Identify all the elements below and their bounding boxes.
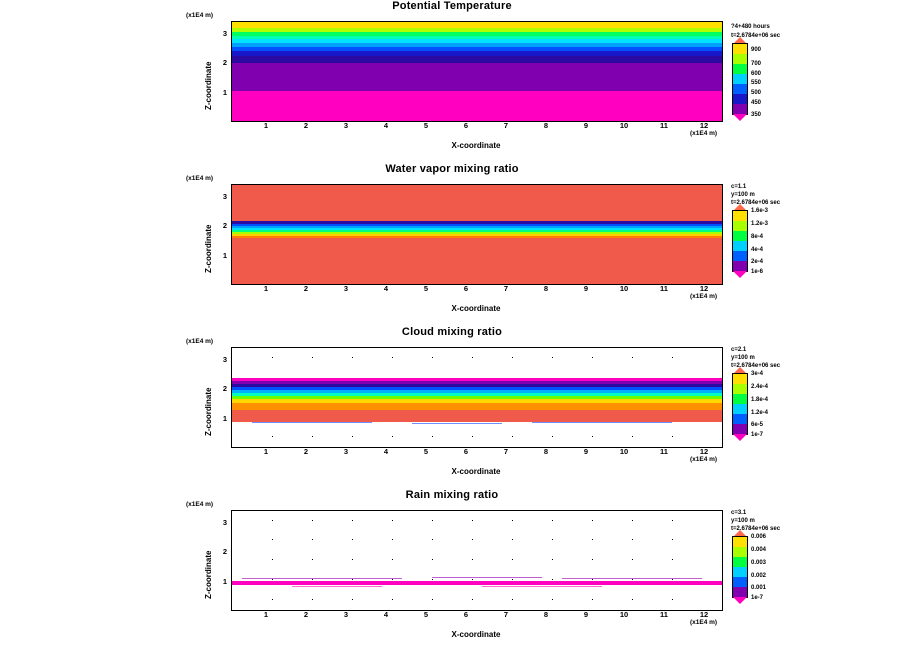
panel-potential-temperature	[0, 0, 904, 160]
x-tick-label: 2	[303, 447, 309, 456]
colorbar-tick-label: 6e-5	[751, 422, 764, 428]
contour-fill	[232, 348, 722, 447]
x-tick-label: 5	[423, 284, 429, 293]
colorbar-tick-label: 1e-6	[751, 269, 764, 275]
colorbar-tick-label: 500	[751, 90, 762, 96]
y-axis-label: Z-coordinate	[204, 550, 213, 599]
x-axis-label: X-coordinate	[451, 467, 501, 476]
y-tick-label: 1	[222, 88, 227, 97]
x-tick-label: 1	[263, 121, 269, 130]
contour-wisp	[292, 586, 382, 587]
y-tick-label: 3	[222, 192, 227, 201]
x-tick-label: 7	[503, 284, 509, 293]
colorbar	[733, 44, 747, 114]
x-tick-label: 7	[503, 447, 509, 456]
colorbar-tick-label: 1.6e-3	[751, 208, 769, 214]
x-axis-label: X-coordinate	[451, 304, 501, 313]
panel-rain-mixing-ratio	[0, 489, 904, 654]
colorbar-tick-label: 600	[751, 71, 762, 77]
annotation-time-sec: t=2.6784e+06 sec	[731, 200, 781, 206]
y-units-label: (x1E4 m)	[186, 175, 214, 182]
annotation-time-hours: ?4+480 hours	[731, 24, 770, 30]
annotation-time-sec: t=2.6784e+06 sec	[731, 526, 781, 532]
x-tick-label: 4	[383, 284, 389, 293]
x-tick-label: 8	[543, 121, 549, 130]
contour-fill	[232, 22, 722, 121]
colorbar	[733, 374, 747, 434]
plot-area	[231, 184, 723, 285]
colorbar-frame	[732, 210, 748, 272]
x-tick-label: 10	[619, 121, 629, 130]
y-axis-label: Z-coordinate	[204, 224, 213, 273]
colorbar-tick-label: 2.4e-4	[751, 384, 769, 390]
colorbar-arrow-down-icon	[733, 434, 747, 441]
x-tick-label: 12	[699, 610, 709, 619]
plot-area	[231, 347, 723, 448]
contour-wisp	[412, 423, 502, 424]
y-tick-label: 2	[222, 384, 227, 393]
x-tick-label: 7	[503, 610, 509, 619]
x-units-label: (x1E4 m)	[690, 456, 718, 463]
x-axis-label: X-coordinate	[451, 630, 501, 639]
y-axis-label: Z-coordinate	[204, 387, 213, 436]
colorbar-tick-label: 700	[751, 61, 762, 67]
contour-band	[232, 581, 722, 585]
annotation-time-sec: t=2.6784e+06 sec	[731, 363, 781, 369]
x-tick-label: 1	[263, 447, 269, 456]
x-tick-label: 2	[303, 284, 309, 293]
colorbar-tick-label: 350	[751, 112, 762, 118]
x-tick-label: 9	[583, 447, 589, 456]
contour-band	[232, 238, 722, 284]
colorbar-tick-label: 0.006	[751, 534, 767, 540]
colorbar-frame	[732, 536, 748, 598]
contour-fill	[232, 511, 722, 610]
x-tick-label: 12	[699, 284, 709, 293]
annotation-y: y=100 m	[731, 192, 755, 198]
x-tick-label: 11	[660, 284, 668, 293]
contour-band	[232, 56, 722, 63]
x-tick-label: 12	[699, 447, 709, 456]
x-tick-label: 4	[383, 447, 389, 456]
y-axis-label: Z-coordinate	[204, 61, 213, 110]
annotation-time-sec: t=2.6784e+06 sec	[731, 33, 781, 39]
annotation-c: c=1.1	[731, 184, 747, 190]
colorbar-tick-label: 8e-4	[751, 234, 764, 240]
x-tick-label: 6	[463, 447, 469, 456]
panel-title: Rain mixing ratio	[405, 489, 499, 501]
x-tick-label: 9	[583, 284, 589, 293]
colorbar-tick-label: 1e-7	[751, 595, 764, 601]
colorbar	[733, 537, 747, 597]
colorbar-tick-label: 0.003	[751, 560, 767, 566]
x-units-label: (x1E4 m)	[690, 619, 718, 626]
annotation-y: y=100 m	[731, 355, 755, 361]
x-units-label: (x1E4 m)	[690, 293, 718, 300]
colorbar-tick-label: 3e-4	[751, 371, 764, 377]
colorbar-frame	[732, 373, 748, 435]
colorbar-tick-label: 1.2e-3	[751, 221, 769, 227]
panel-title: Potential Temperature	[392, 0, 512, 12]
colorbar-tick-label: 550	[751, 80, 762, 86]
x-tick-label: 6	[463, 284, 469, 293]
x-tick-label: 5	[423, 121, 429, 130]
y-tick-label: 3	[222, 355, 227, 364]
x-tick-label: 3	[343, 610, 349, 619]
contour-wisp	[252, 422, 372, 423]
contour-band	[232, 91, 722, 121]
contour-wisp	[482, 586, 602, 587]
x-tick-label: 1	[263, 284, 269, 293]
x-tick-label: 3	[343, 284, 349, 293]
panel-title: Water vapor mixing ratio	[385, 163, 519, 175]
x-tick-label: 4	[383, 121, 389, 130]
colorbar-tick-label: 1.8e-4	[751, 397, 769, 403]
colorbar-tick-label: 900	[751, 47, 762, 53]
x-tick-label: 11	[660, 610, 668, 619]
colorbar-arrow-down-icon	[733, 271, 747, 278]
colorbar-tick-label: 0.002	[751, 573, 767, 579]
x-tick-label: 9	[583, 610, 589, 619]
x-tick-label: 5	[423, 610, 429, 619]
x-tick-label: 11	[660, 121, 668, 130]
colorbar-arrow-down-icon	[733, 114, 747, 121]
y-tick-label: 3	[222, 29, 227, 38]
y-units-label: (x1E4 m)	[186, 338, 214, 345]
y-tick-label: 2	[222, 221, 227, 230]
x-tick-label: 7	[503, 121, 509, 130]
contour-wisp	[432, 577, 542, 578]
contour-band	[232, 63, 722, 91]
x-units-label: (x1E4 m)	[690, 130, 718, 137]
x-tick-label: 5	[423, 447, 429, 456]
x-tick-label: 8	[543, 610, 549, 619]
x-tick-label: 10	[619, 610, 629, 619]
y-tick-label: 2	[222, 58, 227, 67]
x-tick-label: 8	[543, 447, 549, 456]
x-tick-label: 6	[463, 121, 469, 130]
y-tick-label: 1	[222, 251, 227, 260]
annotation-c: c=3.1	[731, 510, 747, 516]
panel-water-vapor-mixing-ratio	[0, 163, 904, 323]
colorbar-arrow-down-icon	[733, 597, 747, 604]
x-axis-label: X-coordinate	[451, 141, 501, 150]
x-tick-label: 1	[263, 610, 269, 619]
contour-wisp	[562, 578, 702, 579]
y-units-label: (x1E4 m)	[186, 12, 214, 19]
colorbar-frame	[732, 43, 748, 115]
colorbar-tick-label: 0.004	[751, 547, 767, 553]
y-tick-label: 1	[222, 577, 227, 586]
colorbar-tick-label: 1e-7	[751, 432, 764, 438]
colorbar-tick-label: 0.001	[751, 585, 767, 591]
annotation-y: y=100 m	[731, 518, 755, 524]
y-tick-label: 2	[222, 547, 227, 556]
x-tick-label: 4	[383, 610, 389, 619]
x-tick-label: 3	[343, 121, 349, 130]
x-tick-label: 3	[343, 447, 349, 456]
annotation-c: c=2.1	[731, 347, 747, 353]
contour-band	[232, 410, 722, 422]
contour-band	[232, 403, 722, 410]
x-tick-label: 2	[303, 610, 309, 619]
panel-title: Cloud mixing ratio	[401, 326, 503, 338]
colorbar-tick-label: 2e-4	[751, 259, 764, 265]
plot-area	[231, 510, 723, 611]
x-tick-label: 12	[699, 121, 709, 130]
contour-wisp	[242, 578, 402, 579]
x-tick-label: 10	[619, 447, 629, 456]
x-tick-label: 8	[543, 284, 549, 293]
plot-area	[231, 21, 723, 122]
contour-fill	[232, 185, 722, 284]
x-tick-label: 10	[619, 284, 629, 293]
colorbar-tick-label: 1.2e-4	[751, 410, 769, 416]
x-tick-label: 9	[583, 121, 589, 130]
y-tick-label: 3	[222, 518, 227, 527]
colorbar	[733, 211, 747, 271]
y-units-label: (x1E4 m)	[186, 501, 214, 508]
y-tick-label: 1	[222, 414, 227, 423]
colorbar-tick-label: 4e-4	[751, 247, 764, 253]
x-tick-label: 6	[463, 610, 469, 619]
x-tick-label: 11	[660, 447, 668, 456]
colorbar-tick-label: 450	[751, 100, 762, 106]
contour-band	[232, 185, 722, 221]
x-tick-label: 2	[303, 121, 309, 130]
panel-cloud-mixing-ratio	[0, 326, 904, 486]
contour-wisp	[532, 422, 672, 423]
